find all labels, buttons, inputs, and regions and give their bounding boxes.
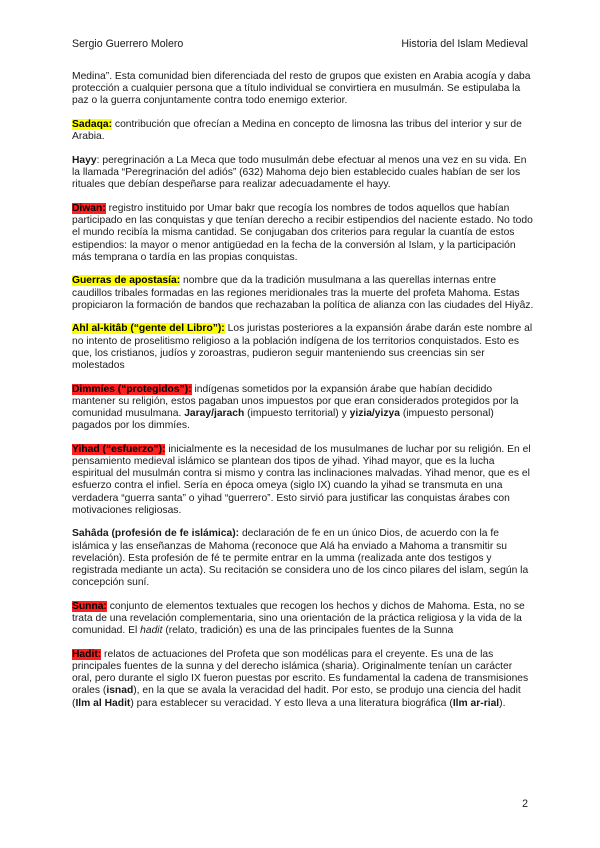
paragraph-text: relatos de actuaciones del Profeta que son modélicas para el creyente. Es una de las principales fuentes de la sunna y del derecho islámica (sharia). Originalmente tenían un carácter oral, pero durante el siglo IX fueron puestas por escrito. Es fundamental la cadena de transmisiones orales ( <box>72 648 529 697</box>
paragraph-hayy <box>72 155 534 191</box>
paragraph-text: registro instituido por Umar bakr que recogía los nombres de todos aquellos que habían participado en las conquistas y que tenían derecho a recibir estipendios del naciente estado. No todo el mundo recibía la misma cantidad. Se conjugaban dos criterios para regular la cuantía de estos estipendios: la mayor o menor antigüedad en la fecha de la conversión al Islam, y la participación más temprana o tardía en las propias conquistas. <box>72 203 533 263</box>
term-bold: Hayy <box>72 154 97 166</box>
document-body <box>72 71 534 721</box>
term-highlight: Ahl al-kitâb (“gente del Libro”): <box>72 323 225 335</box>
paragraph-text: nombre que da la tradición musulmana a las querellas internas entre caudillos tribales formadas en las regiones meridionales tras la muerte del profeta Mahoma. Estas propiciaron la formación de bandos que rechazaban la política de alianza con las ciudades del Hiyâz. <box>72 275 534 311</box>
paragraph-text: ). <box>499 697 506 709</box>
page-header <box>72 38 528 52</box>
paragraph-text: : peregrinación a La Meca que todo musulmán debe efectuar al menos una vez en su vida. En la llamada “Peregrinación del adiós” (632) Mahoma dejo bien establecido cuales habían de ser los rituales que debían despeñarse para realizar adecuadamente el hayy. <box>72 154 527 191</box>
term-bold: Jaray/jarach <box>184 408 245 419</box>
term-bold: Sahâda (profesión de fe islámica): <box>72 528 240 540</box>
term-highlight: Sunna: <box>72 600 107 612</box>
term-highlight: Guerras de apostasía: <box>72 275 181 287</box>
paragraph-sahada <box>72 528 534 589</box>
paragraph-text: Los juristas posteriores a la expansión árabe darán este nombre al no intento de proselitismo religioso a la población indígena de los territorios conquistados. Esto es que, los cristianos, judíos y zoroastras, pudieron seguir manteniendo sus creencias sin ser molestados <box>72 323 533 371</box>
paragraph-text: (relato, tradición) es una de las principales fuentes de la Sunna <box>162 625 454 637</box>
header-title: Historia del Islam Medieval <box>401 38 528 50</box>
paragraph-dimmies <box>72 384 534 433</box>
header-author: Sergio Guerrero Molero <box>72 38 184 50</box>
paragraph-text: contribución que ofrecían a Medina en concepto de limosna las tribus del interior y sur de Arabia. <box>72 119 522 143</box>
paragraph-text: conjunto de elementos textuales que recogen los hechos y dichos de Mahoma. Esta, no se trata de una revelación complementaria, sino una orientación de la práctica religiosa y la vida de la comunidad. El <box>72 600 525 637</box>
paragraph-sadaqa <box>72 119 534 143</box>
term-highlight: Diwan: <box>72 203 106 215</box>
paragraph-text: declaración de fe en un único Dios, de acuerdo con la fe islámica y las enseñanzas de Mahoma (reconoce que Alá ha enviado a Mahoma a transmitir su revelación). Esta profesión de fé te permite entrar en la umma (realizada ante dos testigos y registrada mediante un acta). Su recitación se considera uno de los cinco pilares del islam, según la concepción suní. <box>72 528 529 589</box>
paragraph-text: indígenas sometidos por la expansión árabe que habían decidido mantener su religión, estos pagaban unos impuestos por que eran considerados protegidos por la comunidad musulmana. <box>72 383 519 419</box>
term-bold: isnad <box>106 685 134 697</box>
paragraph-text: ), en la que se avala la veracidad del hadit. Por esto, se produjo una ciencia del hadit ( <box>72 685 521 709</box>
page-number: 2 <box>522 798 528 810</box>
term-highlight: Yihad (“esfuerzo”): <box>72 443 166 455</box>
paragraph-diwan <box>72 203 534 264</box>
term-bold: Ilm al Hadit <box>75 697 131 709</box>
term-bold: yizia/yizya <box>349 408 400 419</box>
paragraph-text: Medina”. Esta comunidad bien diferenciada del resto de grupos que existen en Arabia acogía y daba protección a cualquier persona que a título individual se convirtiera en musulmán. Se estipulaba la paz o la guerra conjuntamente contra todo enemigo exterior. <box>72 71 531 107</box>
paragraph-hadit <box>72 649 534 710</box>
term-highlight: Dimmíes (“protegidos”): <box>72 383 192 395</box>
paragraph-sunna <box>72 601 534 637</box>
paragraph-text: ) para establecer su veracidad. Y esto lleva a una literatura biográfica ( <box>130 697 453 709</box>
paragraph-text: (impuesto personal) pagados por los dimmíes. <box>72 408 494 432</box>
term-highlight: Sadaqa: <box>72 119 113 131</box>
paragraph-ahl <box>72 323 534 372</box>
paragraph-guerras <box>72 275 534 311</box>
paragraph-intro <box>72 71 534 107</box>
paragraph-yihad <box>72 444 534 517</box>
paragraph-text: inicialmente es la necesidad de los musulmanes de luchar por su religión. En el pensamiento medieval islámico se plantean dos tipos de yihad. Yihad mayor, que es la lucha espiritual del musulmán contra si mismo y contra las inclinaciones malvadas. Yihad menor, que es el esfuerzo contra el infiel. Sería en época omeya (siglo IX) cuando la yihad se transmuta en una verdadera “guerra santa” o yihad “guerrero”. Esto sirvió para justificar las conquistas árabes con motivaciones religiosas. <box>72 443 531 516</box>
term-bold: Ilm ar-rial <box>452 697 500 709</box>
paragraph-text: (impuesto territorial) y <box>244 408 350 419</box>
term-italic: hadit <box>140 625 163 637</box>
term-highlight: Hadit: <box>72 648 102 660</box>
